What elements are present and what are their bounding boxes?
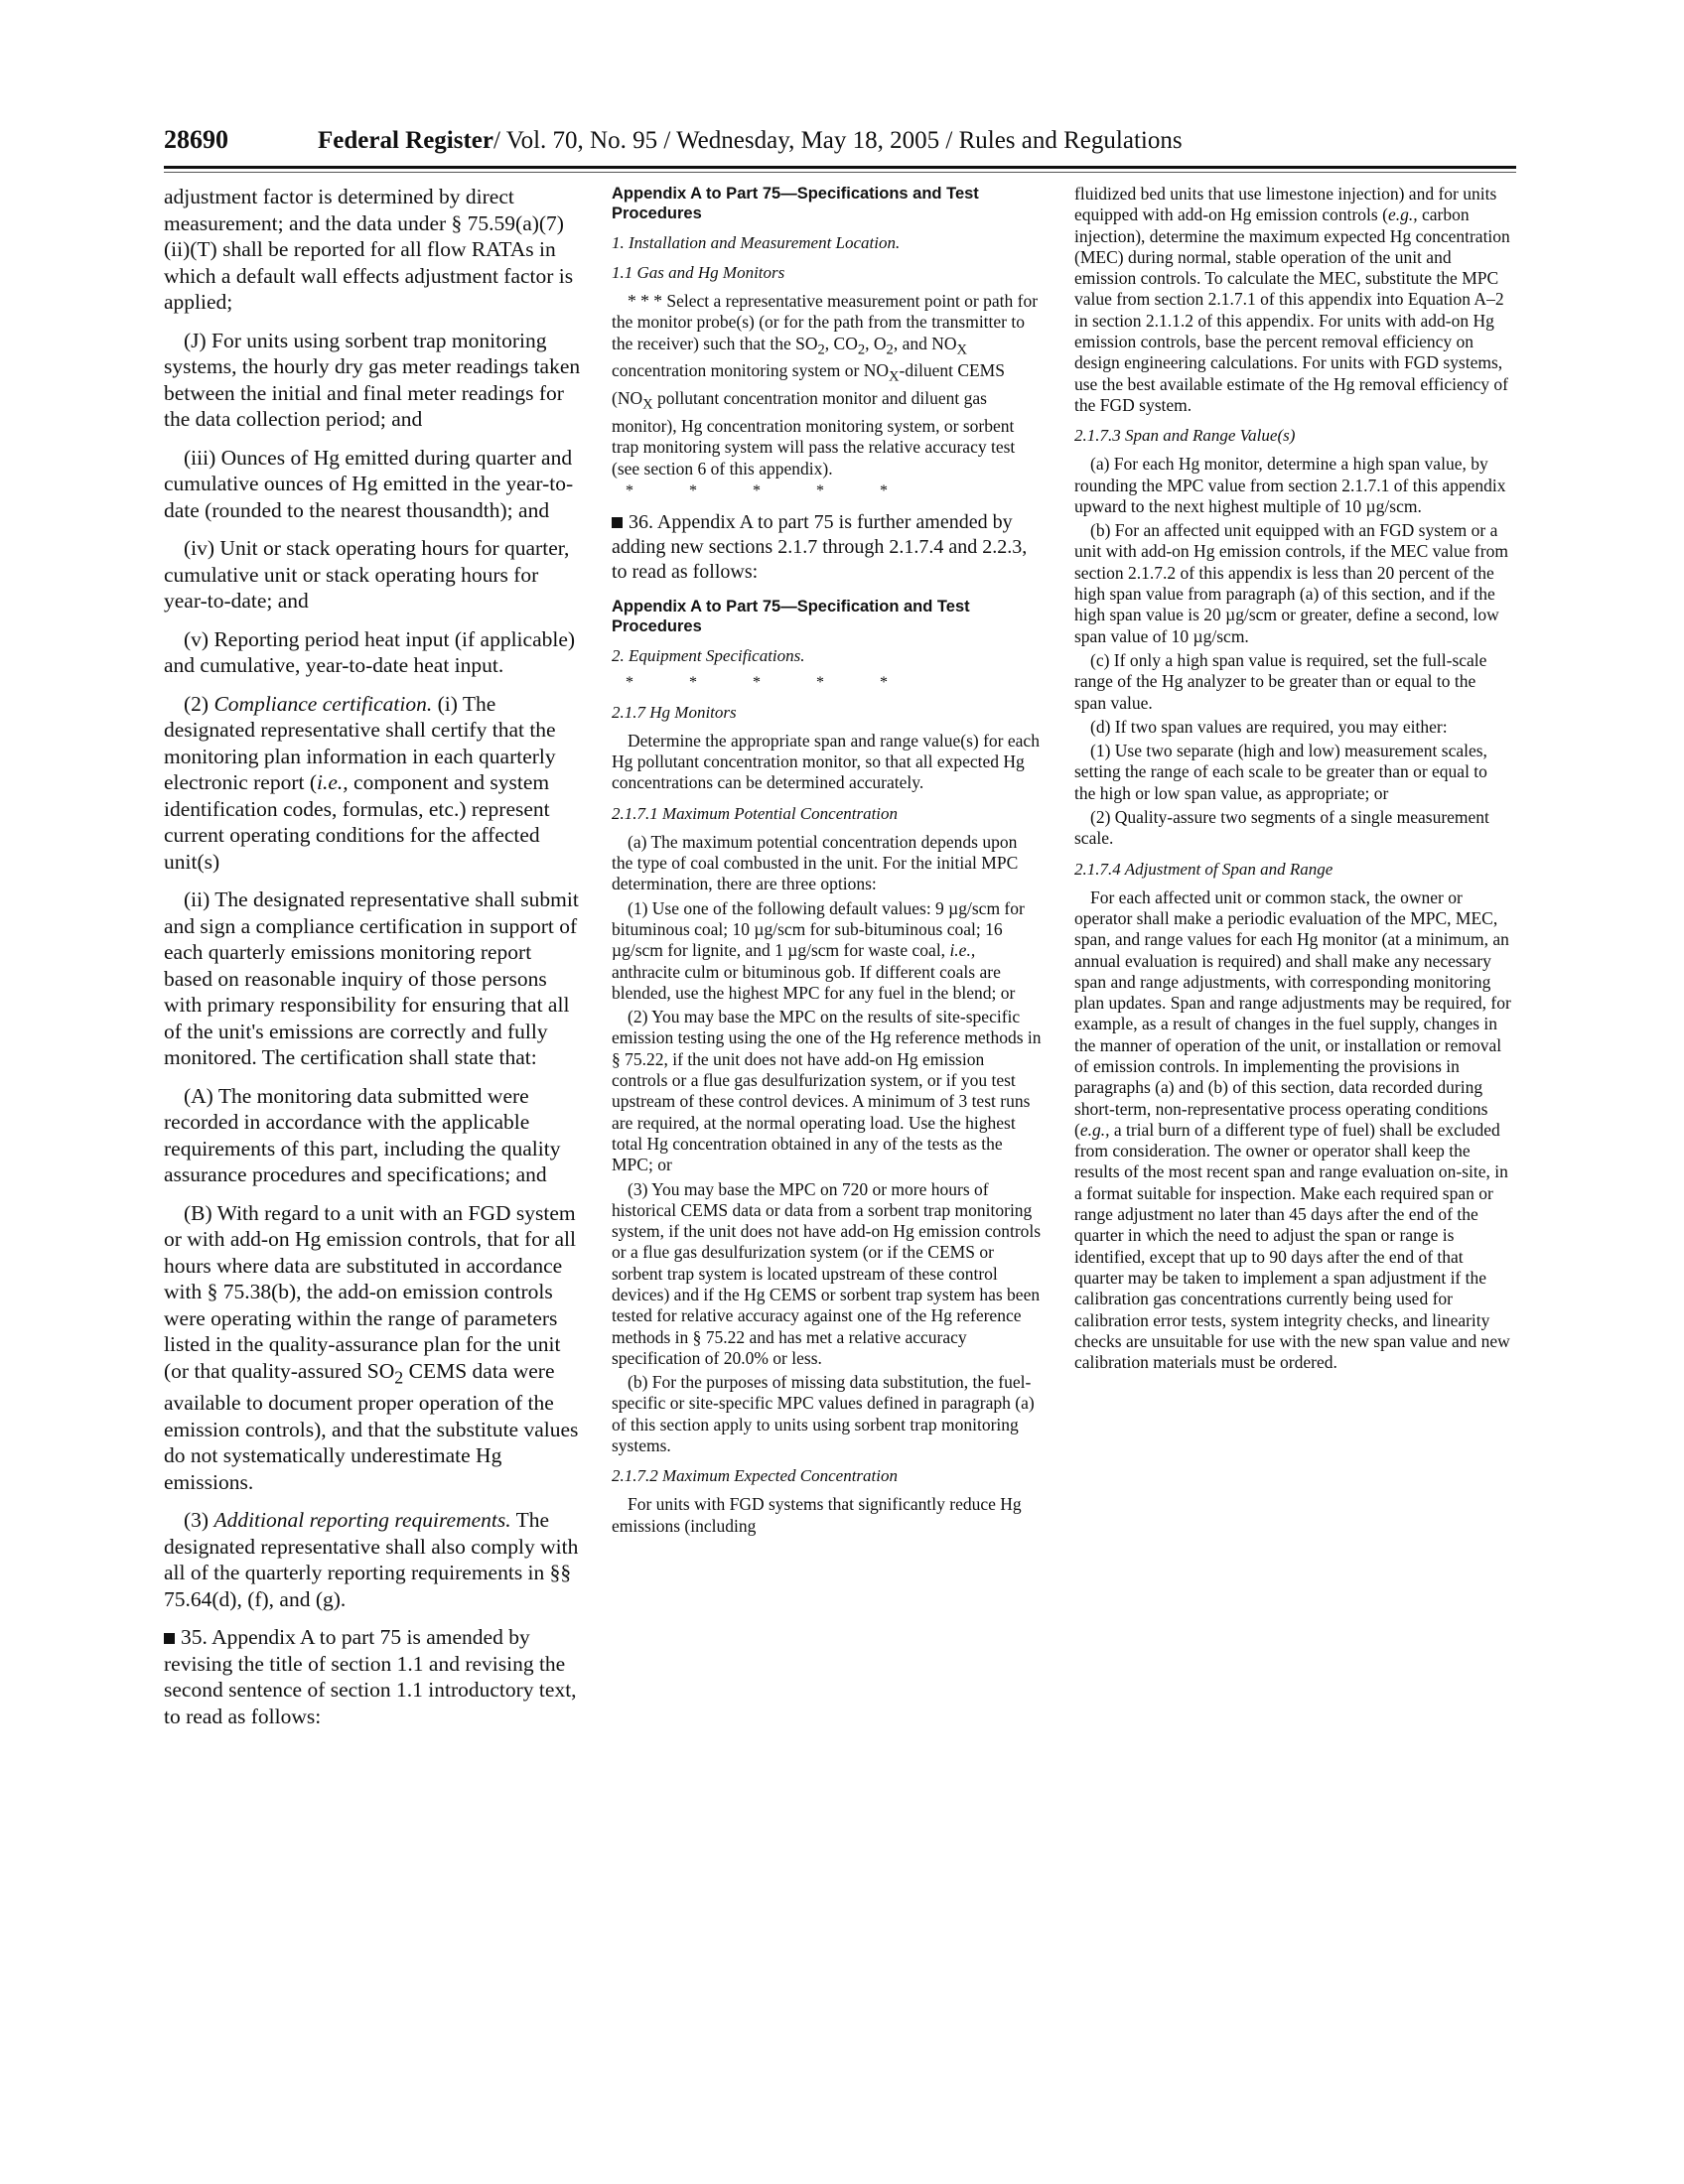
subscript: 2 bbox=[857, 341, 866, 358]
paragraph bbox=[612, 291, 1043, 479]
italic-text: e.g., bbox=[1387, 205, 1418, 225]
text: , CO bbox=[824, 333, 858, 353]
column-3 bbox=[1074, 184, 1511, 1376]
text: , and NO bbox=[893, 333, 957, 353]
amendment-35 bbox=[164, 1624, 583, 1729]
text: fluidized bed units that use limestone injection) and for units equipped with add-on Hg emission controls ( bbox=[1074, 184, 1497, 225]
ellipsis-stars: * * * * * bbox=[626, 481, 913, 499]
subsection-title: 2.1.7.2 Maximum Expected Concentration bbox=[612, 1466, 898, 1486]
paragraph: For units with FGD systems that significantly reduce Hg emissions (including bbox=[612, 1494, 1022, 1536]
amendment-36 bbox=[612, 510, 1043, 585]
running-head bbox=[318, 127, 1183, 155]
amendment-text: 35. Appendix A to part 75 is amended by revising the title of section 1.1 and revising the second sentence of section 1.1 introductory text, to read as follows: bbox=[164, 1625, 577, 1728]
subsection-title: 2.1.7 Hg Monitors bbox=[612, 702, 737, 722]
paragraph bbox=[1074, 184, 1511, 416]
text: * * * Select a representative measurement point or path for the monitor probe(s) (or for the path from the transmitter to the receiver) such that the SO bbox=[612, 291, 1039, 353]
text: The designated representative shall also comply with all of the quarterly reporting requirements in §§ 75.64(d), (f), and (g). bbox=[164, 1508, 579, 1611]
italic-text: i.e., bbox=[949, 940, 976, 961]
italic-text: i.e., bbox=[317, 770, 349, 794]
subsection-title: 2.1.7.3 Span and Range Value(s) bbox=[1074, 426, 1296, 446]
text: concentration monitoring system or NO bbox=[612, 360, 889, 381]
text: CEMS data were available to document proper operation of the emission controls), and that the substitute values do not systematically underestimate Hg emissions. bbox=[164, 1358, 579, 1494]
paragraph: (2) You may base the MPC on the results of site-specific emission testing using the one of the Hg reference methods in § 75.22, if the unit does not have add-on Hg emission controls or a flue gas desulfurization system, or if you test upstream of these control devices. A minimum of 3 test runs are required, at the normal operating load. Use the highest total Hg concentration obtained in any of the tests as the MPC; or bbox=[612, 1007, 1042, 1175]
bullet-square-icon bbox=[612, 517, 623, 528]
italic-text: e.g., bbox=[1079, 1119, 1110, 1140]
text: (2) bbox=[184, 691, 210, 716]
subsection-title: 2. Equipment Specifications. bbox=[612, 645, 805, 665]
text: (3) bbox=[184, 1508, 210, 1533]
paragraph bbox=[164, 1507, 583, 1612]
italic-title: Compliance certification. bbox=[213, 691, 433, 716]
paragraph: Determine the appropriate span and range value(s) for each Hg pollutant concentration monitor, so that all expected Hg concentrations can be determined accurately. bbox=[612, 730, 1040, 793]
paragraph: (a) For each Hg monitor, determine a high span value, by rounding the MPC value from section 2.1.7.1 of this appendix upward to the next highest multiple of 10 µg/scm. bbox=[1074, 454, 1506, 516]
paragraph: adjustment factor is determined by direct measurement; and the data under § 75.59(a)(7)(ii)(T) shall be reported for all flow RATAs in which a default wall effects adjustment factor is applied; bbox=[164, 185, 574, 314]
paragraph: (d) If two span values are required, you may either: bbox=[1090, 716, 1448, 737]
subsection-title: 1. Installation and Measurement Location. bbox=[612, 233, 901, 252]
subscript: 2 bbox=[817, 341, 825, 358]
citation: / Vol. 70, No. 95 / Wednesday, May 18, 2005 / Rules and Regulations bbox=[493, 127, 1183, 154]
text: (B) With regard to a unit with an FGD system or with add-on Hg emission controls, that for all hours where data are substituted in accordance with § 75.38(b), the add-on emission controls were operating within the range of parameters listed in the quality-assurance plan for the unit (or that quality-assured SO bbox=[164, 1200, 576, 1383]
column-1 bbox=[164, 184, 583, 1741]
subsection-title: 1.1 Gas and Hg Monitors bbox=[612, 263, 785, 282]
header-rule bbox=[164, 166, 1516, 169]
section-heading: Appendix A to Part 75—Specification and Test Procedures bbox=[612, 597, 970, 635]
paragraph: (iv) Unit or stack operating hours for quarter, cumulative unit or stack operating hours for year-to-date; and bbox=[164, 536, 570, 613]
bullet-square-icon bbox=[164, 1633, 175, 1644]
paragraph: (3) You may base the MPC on 720 or more hours of historical CEMS data or data from a sorbent trap monitoring system, if the unit does not have add-on Hg emission controls or a flue gas desulfurization system (or if the CEMS or sorbent trap system is located upstream of these control devices) and if the Hg CEMS or sorbent trap system has been tested for relative accuracy against one of the Hg reference methods in § 75.22 and has met a relative accuracy specification of 20.0% or less. bbox=[612, 1178, 1042, 1368]
paragraph: (c) If only a high span value is required, set the full-scale range of the Hg analyzer to be greater than or equal to the span value. bbox=[1074, 649, 1487, 713]
page-header bbox=[164, 117, 1355, 159]
amendment-text: 36. Appendix A to part 75 is further amended by adding new sections 2.1.7 through 2.1.7.4 and 2.2.3, to read as follows: bbox=[612, 510, 1028, 583]
text: , O bbox=[865, 333, 887, 353]
journal-name: Federal Register bbox=[318, 127, 494, 154]
italic-title: Additional reporting requirements. bbox=[213, 1508, 511, 1533]
subsection-title: 2.1.7.4 Adjustment of Span and Range bbox=[1074, 859, 1333, 879]
column-2 bbox=[612, 184, 1043, 1540]
text: For each affected unit or common stack, the owner or operator shall make a periodic evaluation of the MPC, MEC, span, and range values for each Hg monitor (at a minimum, an annual evaluation is required) and shall make any necessary span and range adjustments, with corresponding monitoring plan updates. Span and range adjustments may be required, for example, as a result of changes in the fuel supply, changes in the manner of operation of the unit, or installation or removal of emission controls. In implementing the provisions in paragraphs (a) and (b) of this section, data recorded during short-term, non-representative process operating conditions ( bbox=[1074, 887, 1511, 1140]
page-number: 28690 bbox=[164, 125, 228, 154]
paragraph: (2) Quality-assure two segments of a single measurement scale. bbox=[1074, 807, 1489, 849]
text: (i) The designated representative shall certify that the monitoring plan information in each quarterly electronic report ( bbox=[164, 691, 556, 794]
paragraph: (iii) Ounces of Hg emitted during quarter and cumulative ounces of Hg emitted in the year-to-date (rounded to the nearest thousandth); and bbox=[164, 445, 574, 522]
subscript: X bbox=[956, 341, 968, 358]
subscript: 2 bbox=[394, 1366, 404, 1387]
text: a trial burn of a different type of fuel) shall be excluded from consideration. The owner or operator shall keep the results of the most recent span and range evaluation on-site, in a format suitable for inspection. Make each required span or range adjustment no later than 45 days after the end of the quarter in which the need to adjust the span or range is identified, except that up to 90 days after the end of that quarter may be taken to implement a span adjustment if the calibration gas concentrations currently being used for calibration error tests, system integrity checks, and linearity checks are unsuitable for use with the new span value and new calibration materials must be ordered. bbox=[1074, 1119, 1510, 1373]
subsection-title: 2.1.7.1 Maximum Potential Concentration bbox=[612, 803, 899, 823]
paragraph: (ii) The designated representative shall submit and sign a compliance certification in support of each quarterly emissions monitoring report based on reasonable inquiry of those persons with primary responsibility for ensuring that all of the unit's emissions are correctly and fully monitored. The certification shall state that: bbox=[164, 887, 579, 1069]
subscript: X bbox=[642, 396, 653, 413]
text: -diluent CEMS (NO bbox=[612, 360, 1005, 409]
subscript: 2 bbox=[886, 341, 894, 358]
text: component and system identification codes, formulas, etc.) represent current operating conditions for the affected unit(s) bbox=[164, 770, 550, 874]
section-heading: Appendix A to Part 75—Specifications and Test Procedures bbox=[612, 185, 979, 222]
paragraph: (a) The maximum potential concentration depends upon the type of coal combusted in the unit. For the initial MPC determination, there are three options: bbox=[612, 831, 1019, 894]
subscript: X bbox=[888, 368, 900, 385]
ellipsis-stars: * * * * * bbox=[626, 673, 913, 691]
paragraph bbox=[164, 691, 583, 876]
text: anthracite culm or bituminous gob. If different coals are blended, use the highest MPC for any fuel in the blend; or bbox=[612, 961, 1016, 1003]
paragraph bbox=[612, 898, 1043, 1004]
text: carbon injection), determine the maximum expected Hg concentration (MEC) during normal, stable operation of the unit and emission controls. To calculate the MEC, substitute the MPC value from section 2.1.7.1 of this appendix into Equation A–2 in section 2.1.1.2 of this appendix. For units with add-on Hg emission controls, base the percent removal efficiency on design engineering calculations. For units with FGD systems, use the best available estimate of the Hg removal efficiency of the FGD system. bbox=[1074, 205, 1510, 415]
paragraph: (v) Reporting period heat input (if applicable) and cumulative, year-to-date heat input. bbox=[164, 626, 576, 677]
text: (1) Use one of the following default values: 9 µg/scm for bituminous coal; 10 µg/scm for sub-bituminous coal; 16 µg/scm for lignite, and 1 µg/scm for waste coal, bbox=[612, 897, 1025, 961]
paragraph: (1) Use two separate (high and low) measurement scales, setting the range of each scale to be greater than or equal to the high or low span value, as appropriate; or bbox=[1074, 741, 1487, 803]
paragraph: (b) For the purposes of missing data substitution, the fuel-specific or site-specific MPC values defined in paragraph (a) of this section apply to units using sorbent trap monitoring systems. bbox=[612, 1372, 1035, 1456]
paragraph: (A) The monitoring data submitted were recorded in accordance with the applicable requirements of this part, including the quality assurance procedures and specifications; and bbox=[164, 1083, 561, 1186]
paragraph bbox=[164, 1200, 583, 1496]
paragraph: (b) For an affected unit equipped with an FGD system or a unit with add-on Hg emission controls, if the MEC value from section 2.1.7.2 of this appendix is less than 20 percent of the high span value from paragraph (a) of this section, and if the high span value is 20 µg/scm or greater, define a second, low span value of 10 µg/scm. bbox=[1074, 520, 1508, 646]
header-rule-thin bbox=[164, 172, 1516, 173]
text: pollutant concentration monitor and diluent gas monitor), Hg concentration monitoring system, or sorbent trap monitoring system will pass the relative accuracy test (see section 6 of this appendix). bbox=[612, 388, 1016, 478]
paragraph: (J) For units using sorbent trap monitoring systems, the hourly dry gas meter readings taken between the initial and final meter readings for the data collection period; and bbox=[164, 328, 581, 431]
paragraph bbox=[1074, 887, 1511, 1374]
